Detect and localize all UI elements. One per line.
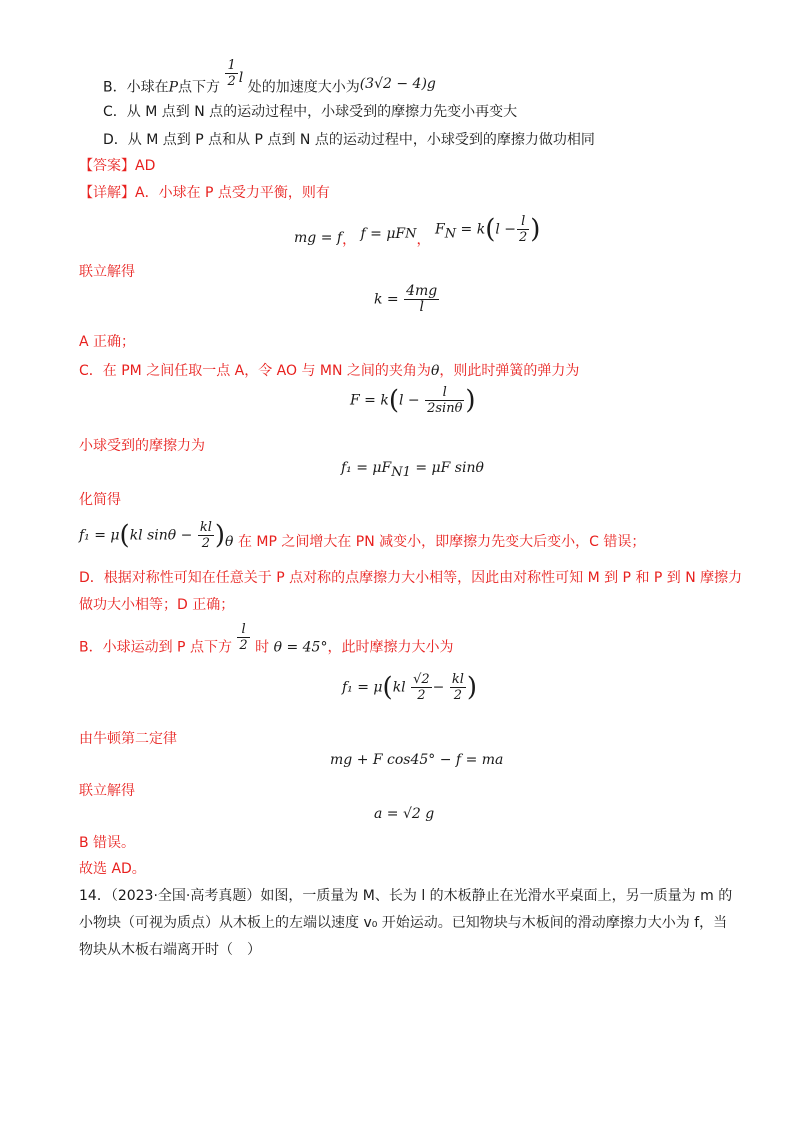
b-line-prefix: B．小球运动到 P 点下方 — [79, 639, 232, 656]
b-wrong: B 错误。 — [79, 835, 136, 851]
choose-label: 故选 AD。 — [79, 861, 146, 877]
eq5-fraction — [198, 520, 214, 551]
b-line — [79, 622, 454, 663]
eq6-left: f₁ = μ — [342, 679, 383, 696]
question-14-line-2: 小物块（可视为质点）从木板上的左端以速度 v₀ 开始运动。已知物块与木板间的滑动摩擦力大小为 f，当 — [79, 915, 728, 931]
b-line-num: l — [237, 622, 249, 638]
option-b-mid: 点下方 — [178, 79, 221, 96]
var-l: l — [238, 69, 244, 86]
option-b-prefix: B．小球在 — [103, 79, 169, 96]
eq3-fraction — [425, 385, 464, 416]
b-line-suffix: ，此时摩擦力大小为 — [327, 639, 454, 656]
equation-7: mg + F cos45° − f = ma — [330, 752, 504, 768]
a-correct: A 正确； — [79, 334, 136, 350]
eq5-left: f₁ = μ — [79, 527, 120, 544]
eq4-sub: N1 — [391, 464, 411, 480]
eq5-a: kl sinθ − — [129, 527, 193, 544]
option-b-value: (3√2 − 4)g — [359, 75, 436, 92]
equation-5-line: f₁ = μ(kl sinθ − $\frac{kl}{2}$ )θ 在 MP 之间增大在 PN 减变小，即摩擦力先变大后变小，C 错误； — [79, 520, 646, 551]
equation-3: F = k(l − $\frac{l}{2\sin\theta}$ ) — [350, 385, 476, 416]
eq1-a: mg = f — [294, 229, 343, 246]
detail-intro: 【详解】A．小球在 P 点受力平衡，则有 — [79, 185, 330, 201]
eq3-num: l — [425, 385, 464, 401]
equation-8: a = √2 g — [374, 806, 435, 822]
eq1-fraction — [517, 214, 529, 245]
eq2-fraction — [404, 284, 439, 315]
combine-label-1: 联立解得 — [79, 264, 135, 280]
equation-6: f₁ = μ(kl $\frac{√2}{2}$ − $\frac{kl}{2}$ ) — [342, 672, 478, 703]
b-line-mid: 时 — [255, 639, 270, 656]
eq1-c-sub: N — [444, 226, 457, 242]
eq3-inner: l − — [398, 392, 420, 409]
eq6-den1: 2 — [417, 688, 426, 703]
b-line-fraction — [237, 622, 249, 653]
eq1-c-right: = k — [456, 221, 486, 238]
eq2-left: k = — [374, 291, 399, 308]
c-theta: θ — [430, 363, 440, 379]
eq6-num2: kl — [451, 672, 464, 687]
eq1-b: f = μF — [360, 225, 406, 242]
b-line-den: 2 — [239, 638, 248, 653]
eq6-minus: − — [432, 679, 445, 696]
option-c: C．从 M 点到 N 点的运动过程中，小球受到的摩擦力先变小再变大 — [103, 104, 518, 120]
eq5-den: 2 — [201, 536, 210, 551]
combine-label-2: 联立解得 — [79, 783, 135, 799]
c-intro — [79, 361, 579, 381]
b-line-theta: θ = 45° — [273, 639, 328, 656]
eq1-c-left: F — [434, 221, 445, 238]
eq2-den: l — [419, 299, 424, 315]
eq4-text: f₁ = μF — [341, 460, 392, 476]
answer-label: 【答案】AD — [79, 158, 156, 174]
eq1-b-sub: N — [405, 226, 417, 242]
point-p: P — [168, 79, 179, 96]
eq5-tail: 在 MP 之间增大在 PN 减变小，即摩擦力先变大后变小，C 错误； — [237, 533, 646, 550]
option-d: D．从 M 点到 P 点和从 P 点到 N 点的运动过程中，小球受到的摩擦力做功相同 — [103, 132, 595, 148]
eq1-den: 2 — [519, 230, 528, 245]
d-line-1: D．根据对称性可知在任意关于 P 点对称的点摩擦力大小相等，因此由对称性可知 M 到 P 和 P 到 N 摩擦力 — [79, 570, 743, 586]
eq1-c-inner: l − — [495, 221, 517, 238]
eq3-den: 2sinθ — [427, 401, 463, 416]
newton-label: 由牛顿第二定律 — [79, 731, 177, 747]
eq6-fraction-2 — [450, 672, 466, 703]
friction-label: 小球受到的摩擦力为 — [79, 438, 205, 454]
d-line-2: 做功大小相等；D 正确； — [79, 597, 235, 613]
eq4-rest: = μF sinθ — [410, 460, 484, 476]
equation-2 — [374, 284, 440, 315]
eq6-fraction-1 — [411, 672, 432, 703]
option-b-suffix: 处的加速度大小为 — [247, 79, 360, 96]
c-intro-end: ，则此时弹簧的弹力为 — [439, 363, 580, 379]
question-14-line-1: 14．（2023·全国·高考真题）如图，一质量为 M、长为 l 的木板静止在光滑水平桌面上，另一质量为 m 的 — [79, 888, 733, 904]
eq6-num1: √2 — [413, 672, 430, 687]
c-intro-text: C．在 PM 之间任取一点 A，令 AO 与 MN 之间的夹角为 — [79, 363, 431, 379]
equation-1: mg = f， $f = \mu F_N$， $F_N = k(l$ − $\frac{l}{2}$ ) — [294, 214, 541, 248]
eq1-sep1: ， — [342, 231, 357, 248]
eq3-left: F = k — [350, 392, 389, 409]
eq2-num: 4mg — [406, 283, 438, 299]
frac-num: 1 — [227, 58, 236, 73]
option-b — [103, 58, 436, 103]
eq5-num: kl — [199, 520, 212, 535]
option-b-fraction — [225, 58, 237, 89]
eq6-den2: 2 — [453, 688, 463, 703]
eq6-a: kl — [392, 679, 406, 696]
eq5-theta: θ — [225, 533, 234, 550]
question-14-line-3: 物块从木板右端离开时（ ） — [79, 942, 261, 958]
eq1-num: l — [517, 214, 529, 230]
eq1-sep2: ， — [416, 231, 431, 248]
equation-4 — [341, 460, 484, 480]
simplify-label: 化简得 — [79, 492, 121, 508]
frac-den: 2 — [227, 74, 236, 89]
